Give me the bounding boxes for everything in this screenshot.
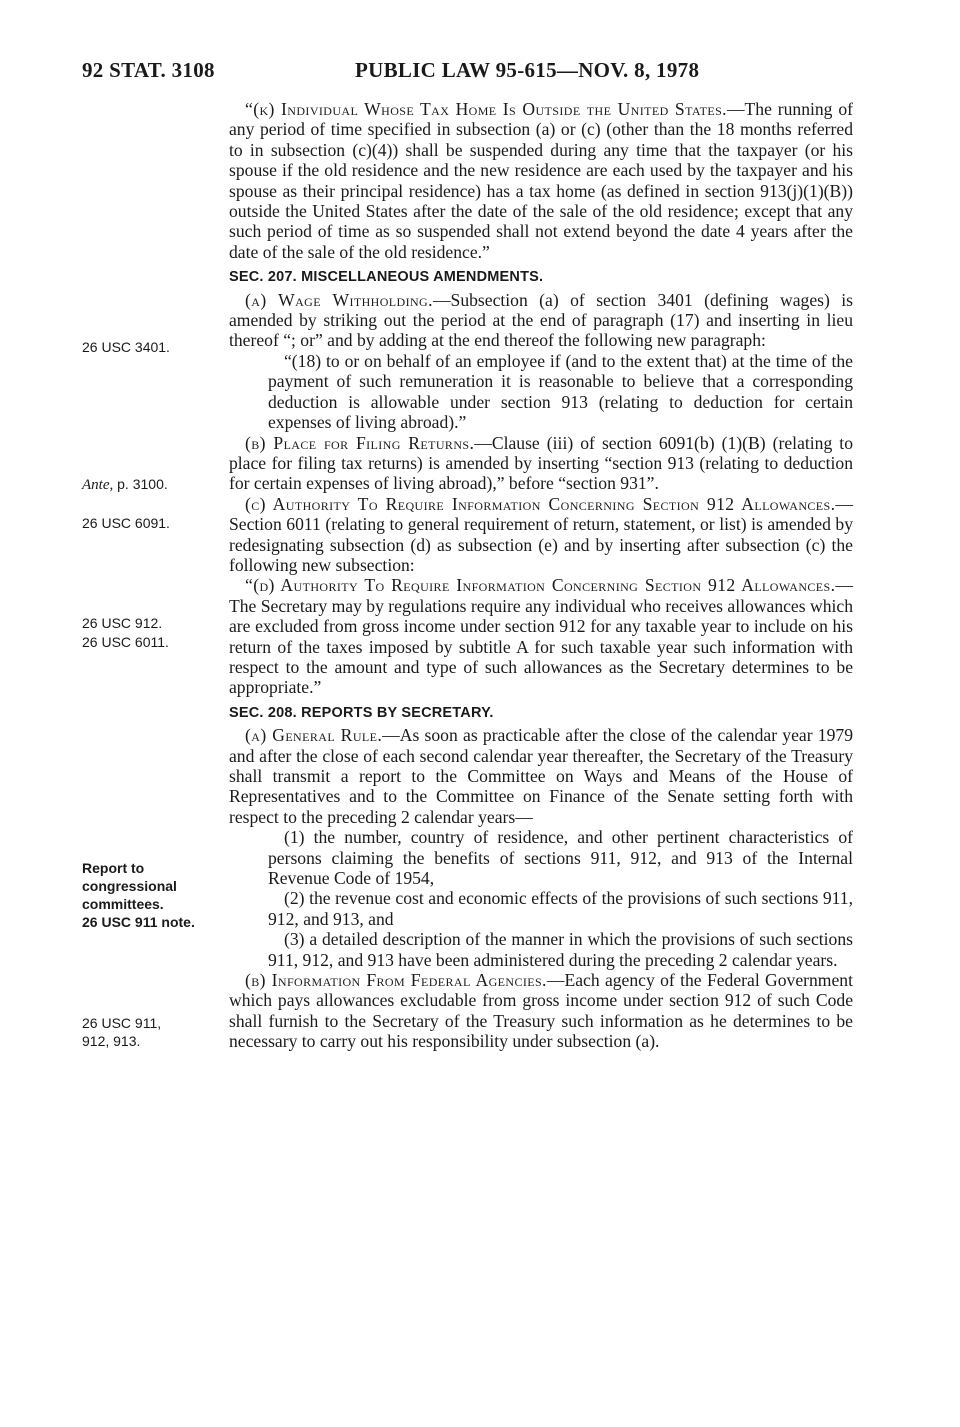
text-federal-agencies: —Each agency of the Federal Government which pays allowances excludable from gross income under section 912 of such Code shall furnish to the Secretary of the Treasury such information as he determines to be necessary to carry out his responsibility under subsection (a). xyxy=(229,970,853,1052)
margin-note-ante-page: p. 3100. xyxy=(113,476,168,492)
paragraph-federal-agencies xyxy=(229,970,853,1052)
list-item-3: (3) a detailed description of the manner in which the provisions of such sections 911, 912, and 913 have been administered during the preceding 2 calendar years. xyxy=(268,929,853,970)
section-208-heading: SEC. 208. REPORTS BY SECRETARY. xyxy=(229,704,494,721)
margin-note-ante xyxy=(82,476,217,494)
statute-page-number: 92 STAT. 3108 xyxy=(82,58,215,82)
margin-note-912: 26 USC 912. xyxy=(82,615,163,631)
margin-note-913: 912, 913. xyxy=(82,1033,141,1049)
text-authority-c: —Section 6011 (relating to general requirement of return, statement, or list) is amended by redesignating subsection (d) as subsection (e) and by inserting after subsection (c) the following new subsection: xyxy=(229,493,853,575)
heading-place-filing: (b) Place for Filing Returns. xyxy=(245,432,475,453)
heading-authority-d: “(d) Authority To Require Information Concerning Section 912 Allowances. xyxy=(245,575,836,596)
paragraph-general-rule xyxy=(229,725,853,827)
text-wage-withholding: —Subsection (a) of section 3401 (defining wages) is amended by striking out the period at the end of paragraph (17) and inserting in lieu thereof “; or” and by adding at the end thereof the following new paragraph: xyxy=(229,289,853,351)
text-general-rule: —As soon as practicable after the close of the calendar year 1979 and after the close of each second calendar year thereafter, the Secretary of the Treasury shall transmit a report to the Committee on Ways and Means of the House of Representatives and to the Committee on Finance of the Senate setting forth with respect to the preceding 2 calendar years— xyxy=(229,725,853,827)
heading-wage-withholding: (a) Wage Withholding. xyxy=(245,289,433,310)
list-item-2: (2) the revenue cost and economic effects of the provisions of such sections 911, 912, and 913, and xyxy=(268,888,853,929)
text-k: —The running of any period of time specified in subsection (a) or (c) (other than the 18 months referred to in subsection (c)(4)) shall be suspended during any time that the taxpayer (or his spouse if the old residence and the new residence are each used by the taxpayer and his spouse as their principal residence) has a tax home (as defined in section 913(j)(1)(B)) outside the United States after the date of the sale of the old residence; except that any such period of time as so suspended shall not extend beyond the date 4 years after the date of the sale of the old residence.” xyxy=(229,99,853,262)
section-207-heading: SEC. 207. MISCELLANEOUS AMENDMENTS. xyxy=(229,269,544,286)
running-header: PUBLIC LAW 95-615—NOV. 8, 1978 xyxy=(355,58,700,82)
paragraph-18 xyxy=(229,351,853,433)
paragraph-wage-withholding xyxy=(229,290,853,351)
margin-note-6011: 26 USC 6011. xyxy=(82,634,169,650)
margin-note-committees: committees. xyxy=(82,896,164,912)
text-paragraph-18: “(18) to or on behalf of an employee if (and to the extent that) at the time of the payment of such remuneration it is reasonable to believe that a corresponding deduction is allowable under section 913 (relating to deduction for certain expenses of living abroad).” xyxy=(268,350,853,433)
heading-authority-c: (c) Authority To Require Information Concerning Section 912 Allowances. xyxy=(245,493,836,514)
margin-note-911-note: 26 USC 911 note. xyxy=(82,914,195,930)
text-place-filing: —Clause (iii) of section 6091(b) (1)(B) (relating to place for filing tax returns) is amended by inserting “section 913 (relating to deduction for certain expenses of living abroad),” before “section 931”. xyxy=(229,432,853,494)
paragraph-authority-d xyxy=(229,575,853,697)
margin-note-congressional: congressional xyxy=(82,878,177,894)
paragraph-authority-c xyxy=(229,494,853,576)
heading-general-rule: (a) General Rule. xyxy=(245,725,383,746)
text-authority-d: —The Secretary may by regulations require any individual who receives allowances which are excluded from gross income under section 912 for any taxable year to include on his return of the taxes imposed by subtitle A for such taxable year such information with respect to the amount and type of such allowances as the Secretary determines to be appropriate.” xyxy=(229,575,853,698)
paragraph-place-filing xyxy=(229,433,853,494)
margin-note-6091: 26 USC 6091. xyxy=(82,515,170,531)
heading-federal-agencies: (b) Information From Federal Agencies. xyxy=(245,970,547,991)
margin-note-911: 26 USC 911, xyxy=(82,1015,162,1031)
heading-k: “(k) Individual Whose Tax Home Is Outside the United States. xyxy=(245,99,727,119)
margin-note-report: Report to xyxy=(82,860,145,876)
margin-note-3401: 26 USC 3401. xyxy=(82,339,170,355)
margin-note-ante-italic: Ante, xyxy=(82,477,114,493)
list-item-1: (1) the number, country of residence, and other pertinent characteristics of persons claiming the benefits of sections 911, 912, and 913 of the Internal Revenue Code of 1954, xyxy=(268,827,853,889)
main-text xyxy=(229,99,853,1052)
paragraph-k xyxy=(229,99,853,262)
